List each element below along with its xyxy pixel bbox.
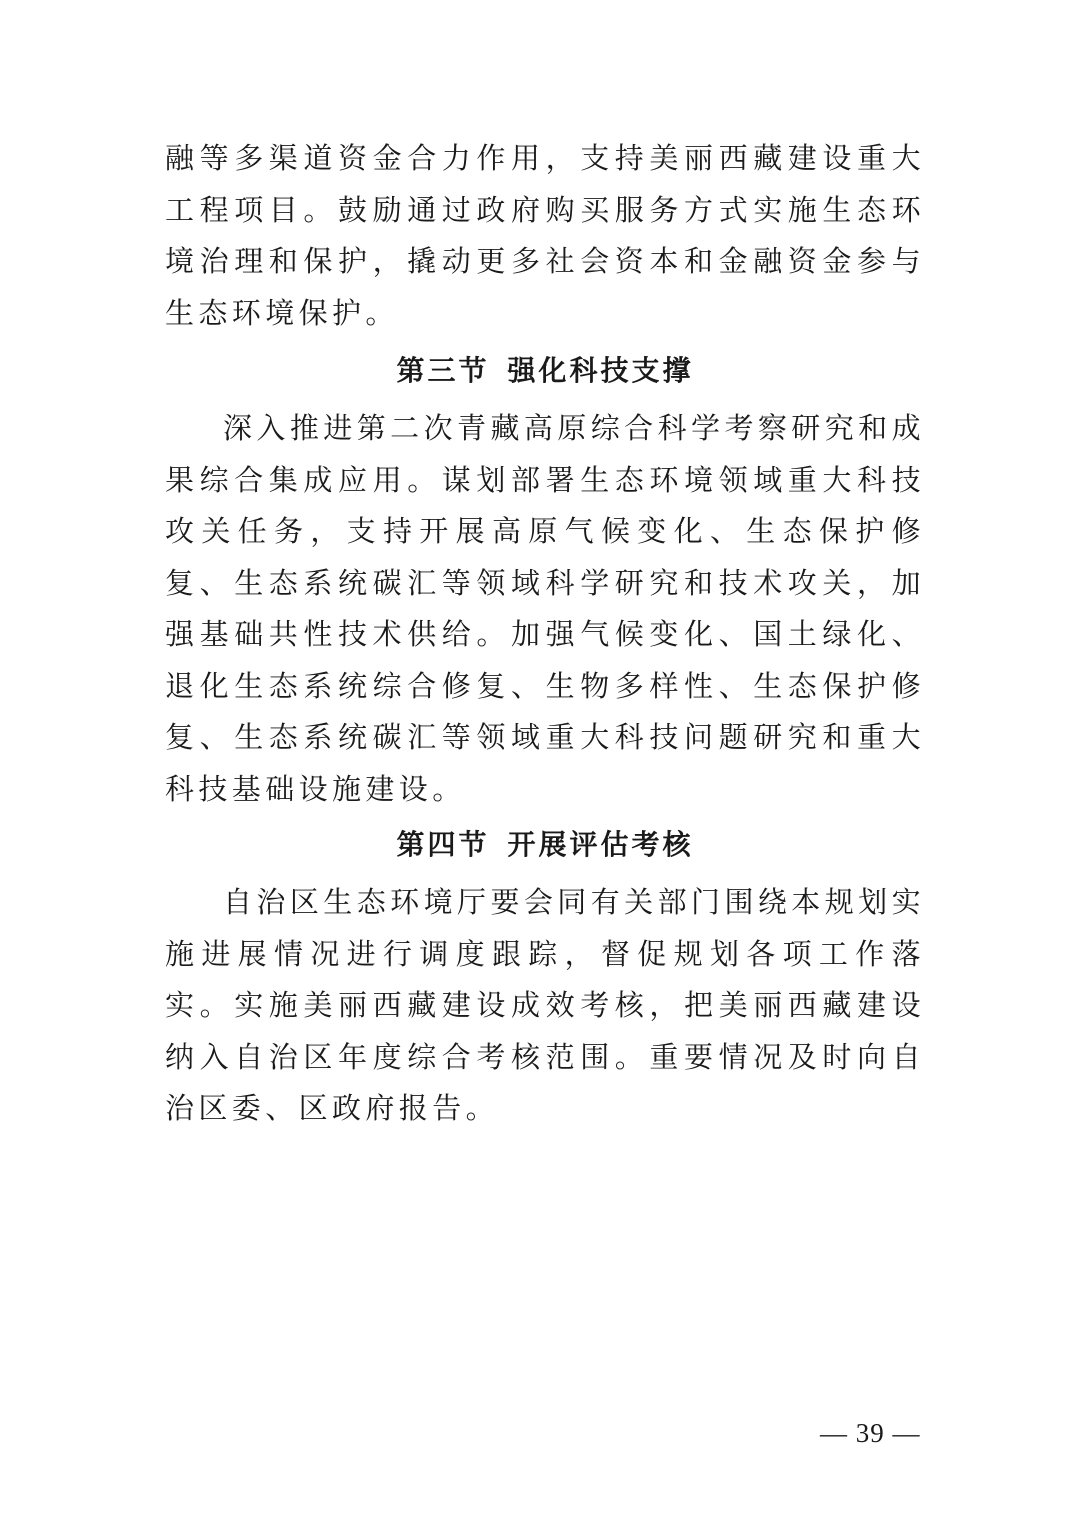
section-title: 开展评估考核 — [507, 828, 694, 861]
section-heading-4 — [165, 819, 925, 871]
section-3-paragraph: 深入推进第二次青藏高原综合科学考察研究和成果综合集成应用。谋划部署生态环境领域重大科技攻关任务，支持开展高原气候变化、生态保护修复、生态系统碳汇等领域科学研究和技术攻关，加强基础共性技术供给。加强气候变化、国土绿化、退化生态系统综合修复、生物多样性、生态保护修复、生态系统碳汇等领域重大科技问题研究和重大科技基础设施建设。 — [165, 411, 925, 806]
section-title: 强化科技支撑 — [507, 354, 694, 387]
section-number: 第三节 — [396, 354, 490, 387]
document-body — [165, 133, 925, 1135]
section-4-paragraph: 自治区生态环境厅要会同有关部门围绕本规划实施进展情况进行调度跟踪，督促规划各项工作落实。实施美丽西藏建设成效考核，把美丽西藏建设纳入自治区年度综合考核范围。重要情况及时向自治区委、区政府报告。 — [165, 885, 925, 1125]
section-heading-3 — [165, 345, 925, 397]
page-number: — 39 — — [820, 1418, 921, 1448]
continued-paragraph: 融等多渠道资金合力作用，支持美丽西藏建设重大工程项目。鼓励通过政府购买服务方式实施生态环境治理和保护，撬动更多社会资本和金融资金参与生态环境保护。 — [165, 141, 925, 330]
section-number: 第四节 — [396, 828, 490, 861]
